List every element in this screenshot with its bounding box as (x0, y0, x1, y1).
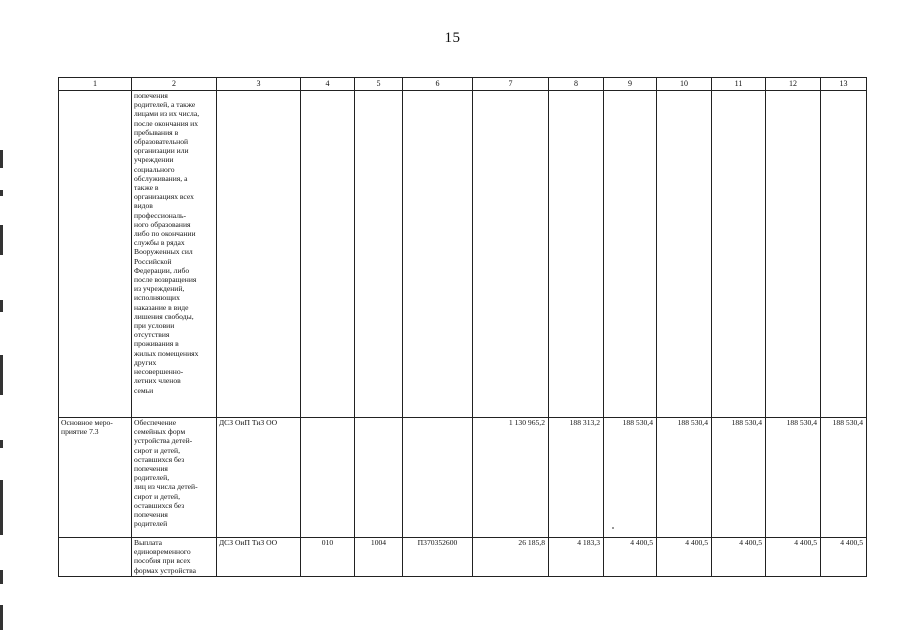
table-cell (355, 91, 403, 418)
header-cell: 7 (473, 78, 549, 91)
header-cell: 9 (604, 78, 657, 91)
table-cell (355, 418, 403, 538)
budget-table (58, 77, 867, 577)
table-cell: ДСЗ ОиП ТиЗ ОО (217, 538, 301, 577)
table-cell: попечения родителей, а также лицами из их числа, после окончания их пребывания в образовательной организации или учреждении социального обслуживания, а также в организациях всех видов профессиональ- ного образования либо по окончании службы в рядах Вооруженных сил Российской Федерации, либо после возвращения из учреждений, исполняющих наказание в виде лишения свободы, при условии отсутствия проживания в жилых помещениях других несовершенно- летних членов семьи (132, 91, 217, 418)
table-row (59, 91, 867, 418)
table-cell (473, 91, 549, 418)
header-cell: 1 (59, 78, 132, 91)
table-cell: Выплата единовременного пособия при всех формах устройства (132, 538, 217, 577)
table-cell: 010 (301, 538, 355, 577)
table-cell: 4 400,5 (712, 538, 766, 577)
table-cell: 26 185,8 (473, 538, 549, 577)
header-cell: 10 (657, 78, 712, 91)
table-cell (766, 91, 821, 418)
table-cell: ДСЗ ОиП ТиЗ ОО (217, 418, 301, 538)
header-cell: 2 (132, 78, 217, 91)
table-cell (301, 418, 355, 538)
header-cell: 5 (355, 78, 403, 91)
table-cell: П370352600 (403, 538, 473, 577)
table-cell: 4 400,5 (766, 538, 821, 577)
table-cell (217, 91, 301, 418)
table-row (59, 418, 867, 538)
header-cell: 3 (217, 78, 301, 91)
table-cell: 4 400,5 (657, 538, 712, 577)
table-cell (604, 91, 657, 418)
table-cell (549, 91, 604, 418)
table-cell: 4 183,3 (549, 538, 604, 577)
table-cell: 188 530,4 (604, 418, 657, 538)
header-cell: 13 (821, 78, 867, 91)
table-header-row (59, 78, 867, 91)
table-cell: 188 313,2 (549, 418, 604, 538)
table-cell: 188 530,4 (821, 418, 867, 538)
table-row (59, 538, 867, 577)
table-cell: Обеспечение семейных форм устройства детей- сирот и детей, оставшихся без попечения родителей, лиц из числа детей- сирот и детей, оставшихся без попечения родителей (132, 418, 217, 538)
table-cell (657, 91, 712, 418)
page-number: 15 (444, 30, 461, 46)
header-cell: 8 (549, 78, 604, 91)
table-cell: 188 530,4 (766, 418, 821, 538)
scan-edge-marks (0, 150, 3, 630)
table-cell: 1 130 965,2 (473, 418, 549, 538)
header-cell: 12 (766, 78, 821, 91)
table-cell: 1004 (355, 538, 403, 577)
header-cell: 4 (301, 78, 355, 91)
table-cell (712, 91, 766, 418)
table-cell (59, 91, 132, 418)
table-cell (403, 418, 473, 538)
table-cell (821, 91, 867, 418)
header-cell: 6 (403, 78, 473, 91)
table-cell: 188 530,4 (712, 418, 766, 538)
table-cell: 4 400,5 (604, 538, 657, 577)
table-cell: Основное меро- приятие 7.3 (59, 418, 132, 538)
header-cell: 11 (712, 78, 766, 91)
table-cell: 4 400,5 (821, 538, 867, 577)
table-cell (301, 91, 355, 418)
table-cell (403, 91, 473, 418)
table-cell: 188 530,4 (657, 418, 712, 538)
table-cell (59, 538, 132, 577)
